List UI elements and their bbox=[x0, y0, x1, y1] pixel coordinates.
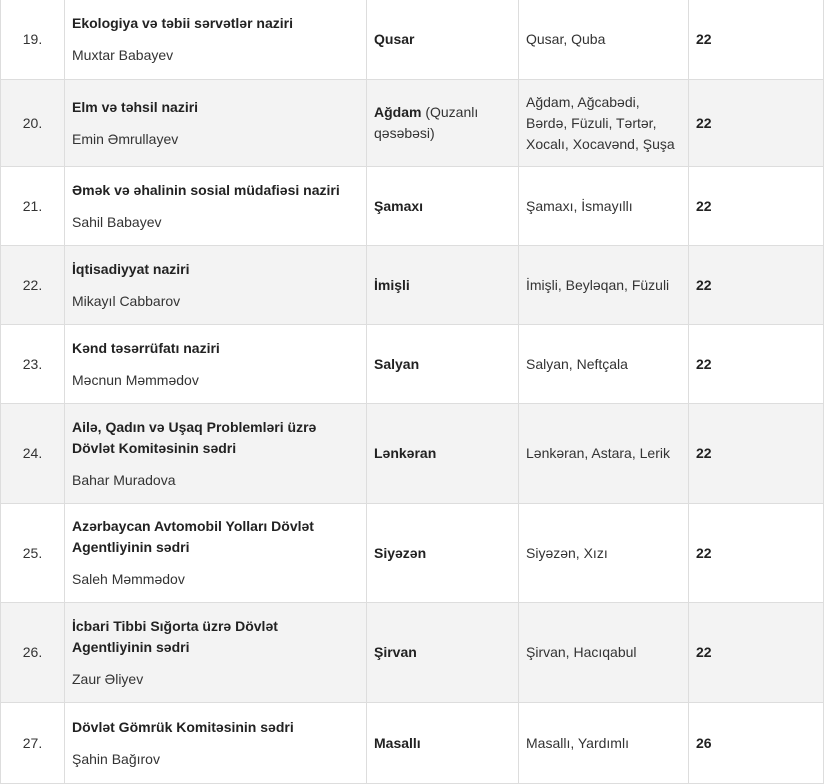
count-cell: 22 bbox=[689, 325, 824, 404]
districts-cell bbox=[519, 246, 689, 325]
district-line: Siyəzən, Xızı bbox=[526, 544, 608, 561]
district-line: Masallı, Yardımlı bbox=[526, 734, 629, 751]
official-name: Şahin Bağırov bbox=[72, 750, 160, 767]
region-name: Qusar bbox=[374, 31, 415, 47]
region-name: Lənkəran bbox=[374, 445, 437, 461]
official-name: Emin Əmrullayev bbox=[72, 130, 179, 147]
count-cell: 22 bbox=[689, 80, 824, 167]
row-number: 22. bbox=[1, 246, 65, 325]
districts-cell bbox=[519, 0, 689, 80]
official-name: Sahil Babayev bbox=[72, 213, 162, 230]
table-row bbox=[1, 246, 824, 325]
official-cell bbox=[65, 404, 367, 504]
district-line: Salyan, Neftçala bbox=[526, 355, 628, 372]
official-cell bbox=[65, 504, 367, 603]
row-number: 23. bbox=[1, 325, 65, 404]
count-cell: 22 bbox=[689, 246, 824, 325]
official-name: Mikayıl Cabbarov bbox=[72, 292, 181, 309]
districts-cell bbox=[519, 404, 689, 504]
official-cell bbox=[65, 703, 367, 784]
official-cell bbox=[65, 80, 367, 167]
row-number: 20. bbox=[1, 80, 65, 167]
region-name: Masallı bbox=[374, 734, 421, 751]
region-name: Şirvan bbox=[374, 644, 417, 660]
region-name: Salyan bbox=[374, 355, 420, 372]
row-number: 26. bbox=[1, 603, 65, 703]
districts-cell bbox=[519, 504, 689, 603]
count-cell: 22 bbox=[689, 167, 824, 246]
position-title: Kənd təsərrüfatı naziri bbox=[72, 339, 220, 356]
region-note: (Quzanlı qəsəbəsi) bbox=[374, 104, 479, 141]
position-title: Əmək və əhalinin sosial müdafiəsi naziri bbox=[72, 181, 340, 198]
official-cell bbox=[65, 246, 367, 325]
official-cell bbox=[65, 603, 367, 703]
official-name: Zaur Əliyev bbox=[72, 670, 144, 687]
official-name: Muxtar Babayev bbox=[72, 47, 174, 63]
districts-cell bbox=[519, 603, 689, 703]
region-cell bbox=[367, 246, 519, 325]
district-line: Lənkəran, Astara, Lerik bbox=[526, 445, 670, 461]
position-title: İqtisadiyyat naziri bbox=[72, 260, 190, 277]
region-name: Şamaxı bbox=[374, 197, 424, 214]
district-line: Şamaxı, İsmayıllı bbox=[526, 197, 633, 214]
region-cell bbox=[367, 603, 519, 703]
table-row bbox=[1, 603, 824, 703]
district-line: Xocalı, Xocavənd, Şuşa bbox=[526, 135, 675, 152]
districts-cell bbox=[519, 703, 689, 784]
table-row bbox=[1, 167, 824, 246]
districts-cell bbox=[519, 325, 689, 404]
count-cell: 22 bbox=[689, 603, 824, 703]
district-line: Bərdə, Füzuli, Tərtər, bbox=[526, 114, 657, 131]
region-name: Ağdam bbox=[374, 104, 422, 120]
districts-cell bbox=[519, 167, 689, 246]
count-cell: 22 bbox=[689, 404, 824, 504]
district-line: Ağdam, Ağcabədi, bbox=[526, 93, 640, 110]
region-cell bbox=[367, 80, 519, 167]
row-number: 24. bbox=[1, 404, 65, 504]
count-cell: 22 bbox=[689, 0, 824, 80]
position-title: Elm və təhsil naziri bbox=[72, 98, 199, 115]
region-cell bbox=[367, 0, 519, 80]
table-row bbox=[1, 504, 824, 603]
region-name: Siyəzən bbox=[374, 544, 427, 561]
table-row bbox=[1, 325, 824, 404]
table-row bbox=[1, 703, 824, 784]
table-row bbox=[1, 0, 824, 80]
table-row bbox=[1, 404, 824, 504]
row-number: 25. bbox=[1, 504, 65, 603]
position-title: Azərbaycan Avtomobil Yolları Dövlət Agentliyinin sədri bbox=[72, 518, 314, 555]
official-name: Saleh Məmmədov bbox=[72, 571, 185, 587]
district-line: Qusar, Quba bbox=[526, 31, 606, 47]
row-number: 19. bbox=[1, 0, 65, 80]
official-cell bbox=[65, 167, 367, 246]
table-row bbox=[1, 80, 824, 167]
table-body bbox=[1, 0, 824, 784]
region-cell bbox=[367, 325, 519, 404]
region-cell bbox=[367, 504, 519, 603]
row-number: 21. bbox=[1, 167, 65, 246]
region-name: İmişli bbox=[374, 276, 410, 293]
region-cell bbox=[367, 404, 519, 504]
region-cell bbox=[367, 703, 519, 784]
count-cell: 22 bbox=[689, 504, 824, 603]
official-cell bbox=[65, 0, 367, 80]
region-cell bbox=[367, 167, 519, 246]
position-title: Ekologiya və təbii sərvətlər naziri bbox=[72, 15, 293, 31]
official-cell bbox=[65, 325, 367, 404]
official-name: Bahar Muradova bbox=[72, 471, 176, 488]
official-name: Məcnun Məmmədov bbox=[72, 371, 199, 388]
districts-cell bbox=[519, 80, 689, 167]
position-title: İcbari Tibbi Sığorta üzrə Dövlət Agentliyinin sədri bbox=[72, 617, 278, 655]
position-title: Dövlət Gömrük Komitəsinin sədri bbox=[72, 718, 294, 735]
district-line: İmişli, Beyləqan, Füzuli bbox=[526, 276, 670, 293]
district-line: Şirvan, Hacıqabul bbox=[526, 644, 637, 660]
row-number: 27. bbox=[1, 703, 65, 784]
count-cell: 26 bbox=[689, 703, 824, 784]
position-title: Ailə, Qadın və Uşaq Problemləri üzrə Dövlət Komitəsinin sədri bbox=[72, 418, 317, 456]
